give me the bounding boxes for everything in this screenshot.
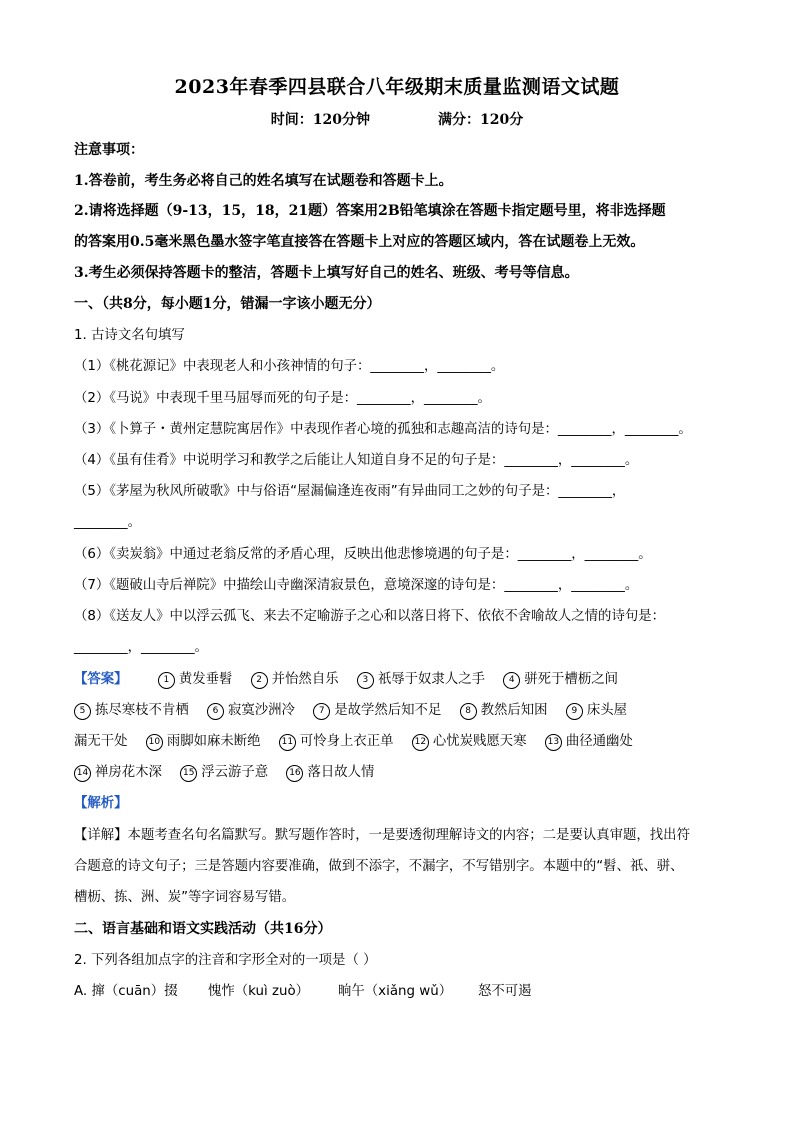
answer-item: 9 床头屋 bbox=[566, 701, 627, 721]
answer-item: 13 曲径通幽处 bbox=[545, 732, 633, 752]
question-1-line: （8）《送友人》中以浮云孤飞、来去不定喻游子之心和以落日将下、依依不舍喻故人之情的诗句是： bbox=[74, 609, 666, 624]
question-1-line: （1）《桃花源记》中表现老人和小孩神情的句子：________，________。 bbox=[74, 359, 505, 374]
answer-item: 4 骈死于槽枥之间 bbox=[503, 670, 618, 690]
answer-row-2 bbox=[74, 701, 734, 721]
exam-title: 2023年春季四县联合八年级期末质量监测语文试题 bbox=[174, 76, 620, 98]
notice-item: 3.考生必须保持答题卡的整洁，答题卡上填写好自己的姓名、班级、考号等信息。 bbox=[74, 265, 579, 281]
notice-item: 1.答卷前，考生务必将自己的姓名填写在试题卷和答题卡上。 bbox=[74, 173, 453, 189]
answer-item: 1 黄发垂髫 bbox=[158, 670, 233, 690]
answer-item: 12 心忧炭贱愿天寒 bbox=[412, 732, 527, 752]
answer-item: 11 可怜身上衣正单 bbox=[279, 732, 394, 752]
notice-item: 的答案用0.5毫米黑色墨水签字笔直接答在答题卡上对应的答题区域内，答在试题卷上无效。 bbox=[74, 234, 645, 250]
analysis-tag: 【解析】 bbox=[74, 796, 128, 811]
question-2-option-a: A. 撺（cuān）掇 愧怍（kuì zuò） 晌午（xiǎng wǔ） 怒不可遏 bbox=[74, 984, 532, 999]
notice-heading: 注意事项： bbox=[74, 142, 144, 158]
exam-meta bbox=[0, 109, 794, 129]
answer-row-4 bbox=[74, 763, 734, 783]
answer-item: 6 寂寞沙洲冷 bbox=[207, 701, 295, 721]
section2-heading: 二、语言基础和语文实践活动（共16分） bbox=[74, 921, 332, 937]
question-1-line: （4）《虽有佳肴》中说明学习和教学之后能让人知道自身不足的句子是：________，________。 bbox=[74, 453, 639, 468]
notice-item: 2.请将选择题（9-13，15，18，21题）答案用2B铅笔填涂在答题卡指定题号里，将非选择题 bbox=[74, 203, 666, 219]
answer-item: 16 落日故人情 bbox=[286, 763, 374, 783]
detail-line: 合题意的诗文句子；三是答题内容要准确，做到不添字，不漏字，不写错别字。本题中的“髫、祇、骈、 bbox=[74, 859, 684, 874]
answer-item: 15 浮云游子意 bbox=[180, 763, 268, 783]
question-1-title: 1. 古诗文名句填写 bbox=[74, 328, 185, 343]
answer-item: 3 祇辱于奴隶人之手 bbox=[357, 670, 485, 690]
answer-tag: 【答案】 bbox=[74, 672, 128, 687]
question-1-line: （5）《茅屋为秋风所破歌》中与俗语“屋漏偏逢连夜雨”有异曲同工之妙的句子是：________， bbox=[74, 484, 626, 499]
answer-item: 5 拣尽寒枝不肯栖 bbox=[74, 701, 189, 721]
answer-item: 7 是故学然后知不足 bbox=[313, 701, 441, 721]
answer-item: 10 雨脚如麻未断绝 bbox=[146, 732, 261, 752]
question-2-title: 2. 下列各组加点字的注音和字形全对的一项是（ ） bbox=[74, 953, 377, 968]
answer-item: 2 并怡然自乐 bbox=[251, 670, 339, 690]
question-1-line: （6）《卖炭翁》中通过老翁反常的矛盾心理，反映出他悲惨境遇的句子是：________，________。 bbox=[74, 547, 652, 562]
answer-item: 14 禅房花木深 bbox=[74, 763, 162, 783]
detail-line: 【详解】本题考查名句名篇默写。默写题作答时，一是要透彻理解诗文的内容；二是要认真审题，找出符 bbox=[74, 828, 690, 843]
answer-row-1 bbox=[74, 670, 734, 690]
answer-row-3 bbox=[74, 732, 734, 752]
question-1-line: （2）《马说》中表现千里马屈辱而死的句子是：________，________。 bbox=[74, 391, 491, 406]
detail-line: 槽枥、拣、洲、炭”等字词容易写错。 bbox=[74, 890, 296, 905]
question-1-line: （7）《题破山寺后禅院》中描绘山寺幽深清寂景色，意境深邃的诗句是：________，________。 bbox=[74, 578, 639, 593]
question-1-line: ________，________。 bbox=[74, 640, 208, 655]
section1-heading: 一、（共8分，每小题1分，错漏一字该小题无分） bbox=[74, 296, 381, 312]
exam-score: 满分：120分 bbox=[438, 112, 524, 128]
answer-item: 8 教然后知困 bbox=[460, 701, 548, 721]
exam-time: 时间：120分钟 bbox=[270, 112, 370, 128]
question-1-line: （3）《卜算子・黄州定慧院寓居作》中表现作者心境的孤独和志趣高洁的诗句是：________，________。 bbox=[74, 422, 692, 437]
question-1-line: ________。 bbox=[74, 515, 141, 530]
answer-item: 漏无干处 bbox=[74, 734, 128, 749]
